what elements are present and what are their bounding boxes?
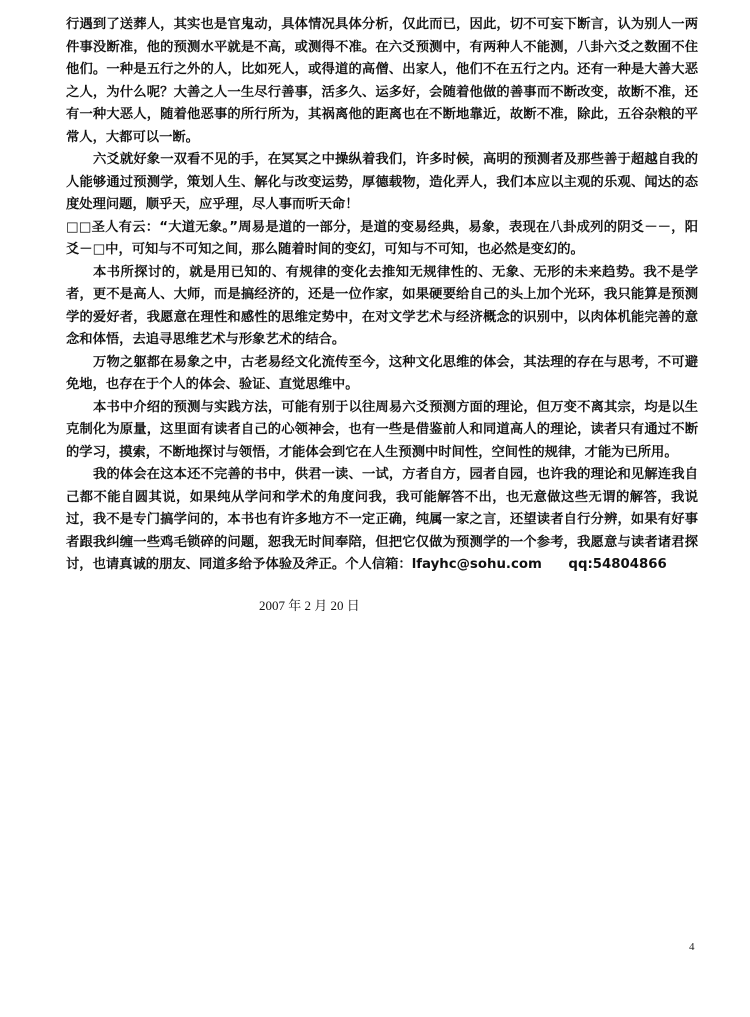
paragraph-book-purpose: 本书所探讨的，就是用已知的、有规律的变化去推知无规律性的、无象、无形的未来趋势。我不是学者，更不是高人、大师，而是搞经济的，还是一位作家，如果硬要给自己的头上加个光环，我只能算是预测学的爱好者，我愿意在理性和感性的思维定势中，在对文学艺术与经济概念的识别中，以肉体机能完善的意念和体悟，去追寻思维艺术与形象艺术的结合。 (66, 264, 698, 347)
paragraph-methods: 本书中介绍的预测与实践方法，可能有别于以往周易六爻预测方面的理论，但万变不离其宗，均是以生克制化为原量，这里面有读者自己的心领神会，也有一些是借鉴前人和同道高人的理论，读者只有通过不断的学习，摸索，不断地探讨与领悟，才能体会到它在人生预测中时间性，空间性的规律，才能为已所用。 (66, 399, 698, 460)
paragraph-yixiang-culture: 万物之躯都在易象之中，古老易经文化流传至今，这种文化思维的体会，其法理的存在与思考，不可避免地，也存在于个人的体会、验证、直觉思维中。 (66, 354, 698, 392)
page-number: 4 (689, 941, 695, 953)
paragraph-sage-quote: □□圣人有云：“大道无象。”周易是道的一部分，是道的变易经典，易象，表现在八卦成列的阴爻－－，阳爻－□中，可知与不可知之间，那么随着时间的变幻，可知与不可知，也必然是变幻的。 (66, 219, 698, 257)
body-text (66, 14, 698, 577)
date-line: 2007 年 2 月 20 日 (259, 598, 360, 613)
paragraph-author-experience: 我的体会在这本还不完善的书中，供君一读、一试，方者自方，园者自园，也许我的理论和见解连我自己都不能自圆其说，如果纯从学问和学术的角度问我，我可能解答不出，也无意做这些无谓的解答，我说过，我不是专门搞学问的，本书也有许多地方不一定正确，纯属一家之言，还望读者自行分辨，如果有好事者跟我纠缠一些鸡毛锁碎的问题，恕我无时间奉陪，但把它仅做为预测学的一个参考，我愿意与读者诸君探讨，也请真诚的朋友、同道多给予体验及斧正。个人信箱：lfayhc@sohu.com qq:54804866 (66, 467, 698, 572)
paragraph-six-yao-hands: 六爻就好象一双看不见的手，在冥冥之中操纵着我们，许多时候，高明的预测者及那些善于超越自我的人能够通过预测学，策划人生、解化与改变运势，厚德载物，造化弄人，我们本应以主观的乐观、闻达的态度处理问题，顺乎天，应乎理，尽人事而听天命！ (66, 152, 698, 212)
paragraph-continuation: 行遇到了送葬人，其实也是官鬼动，具体情况具体分析，仅此而已，因此，切不可妄下断言，认为别人一两件事没断准，他的预测水平就是不高，或测得不准。在六爻预测中，有两种人不能测，八卦六爻之数囿不住他们。一种是五行之外的人，比如死人，或得道的高僧、出家人，他们不在五行之内。还有一种是大善大恶之人，为什么呢？大善之人一生尽行善事，活多久、运多好，会随着他做的善事而不断改变，故断不准，还有一种大恶人，随着他恶事的所行所为，其祸离他的距离也在不断地靠近，故断不准，除此，五谷杂粮的平常人，大都可以一断。 (66, 17, 698, 145)
